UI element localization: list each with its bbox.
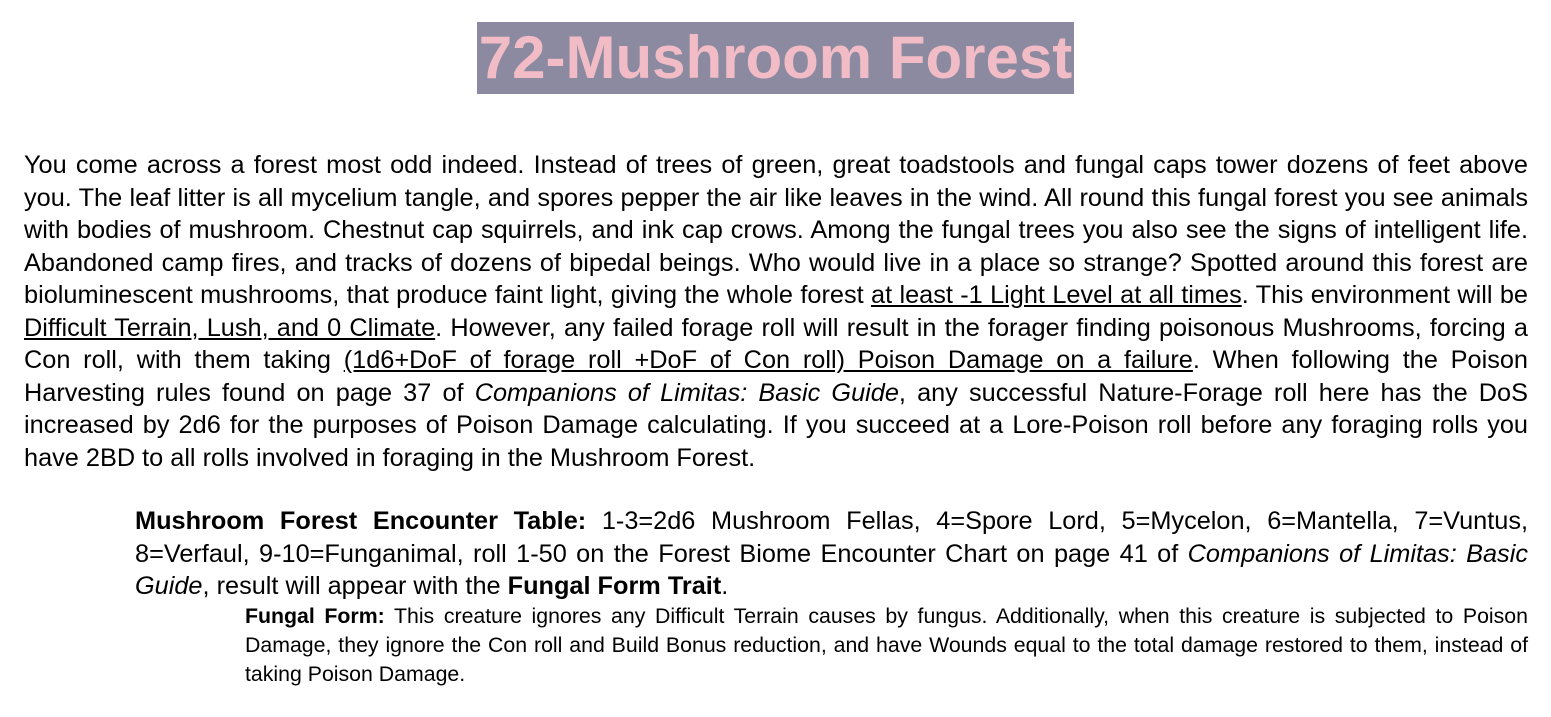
- poison-damage-rule: (1d6+DoF of forage roll +DoF of Con roll) Poison Damage on a failure: [343, 346, 1193, 374]
- intro-text-5: , any successful Nature-Forage roll here has the DoS increased by 2d6 for the purposes of Poison Damage calculating. If you succeed at a Lore-Poison roll before any foraging rolls you have 2BD to all rolls involved in foraging in the Mushroom Forest.: [24, 378, 1528, 472]
- encounter-text: 1-3=2d6 Mushroom Fellas, 4=Spore Lord, 5=Mycelon, 6=Mantella, 7=Vuntus, 8=Verfaul, 9-10=Funganimal, roll 1-50 on the Forest Biome Encounter Chart on page 41 of: [135, 507, 1529, 568]
- fungal-form-trait: Fungal Form Trait: [507, 572, 722, 600]
- intro-text-3: . However, any failed forage roll will result in the forager finding poisonous Mushrooms, forcing a Con roll, with them taking: [24, 313, 1528, 374]
- fungal-form-label: Fungal Form:: [245, 604, 385, 628]
- encounter-text-2: , result will appear with the: [202, 572, 508, 600]
- page-title: 72-Mushroom Forest: [477, 22, 1074, 94]
- fungal-form-description: [245, 602, 1528, 689]
- encounter-end: .: [721, 572, 729, 600]
- intro-paragraph: [24, 149, 1528, 474]
- title-container: [0, 22, 1551, 94]
- encounter-book-title: Companions of Limitas: Basic Guide: [135, 539, 1528, 600]
- encounter-label: Mushroom Forest Encounter Table:: [135, 507, 587, 535]
- intro-text-2: . This environment will be: [1241, 281, 1528, 309]
- light-level-rule: at least -1 Light Level at all times: [871, 281, 1242, 309]
- encounter-table: [135, 505, 1528, 603]
- fungal-form-text: This creature ignores any Difficult Terrain causes by fungus. Additionally, when this creature is subjected to Poison Damage, they ignore the Con roll and Build Bonus reduction, and have Wounds equal to the total damage restored to them, instead of taking Poison Damage.: [245, 604, 1528, 686]
- terrain-rule: Difficult Terrain, Lush, and 0 Climate: [24, 313, 436, 342]
- book-title: Companions of Limitas: Basic Guide: [474, 378, 899, 407]
- intro-text-4: . When following the Poison Harvesting rules found on page 37 of: [24, 346, 1528, 407]
- intro-text-1: You come across a forest most odd indeed. Instead of trees of green, great toadstools and fungal caps tower dozens of feet above you. The leaf litter is all mycelium tangle, and spores pepper the air like leaves in the wind. All round this fungal forest you see animals with bodies of mushroom. Chestnut cap squirrels, and ink cap crows. Among the fungal trees you also see the signs of intelligent life. Abandoned camp fires, and tracks of dozens of bipedal beings. Who would live in a place so strange? Spotted around this forest are bioluminescent mushrooms, that produce faint light, giving the whole forest: [24, 151, 1528, 309]
